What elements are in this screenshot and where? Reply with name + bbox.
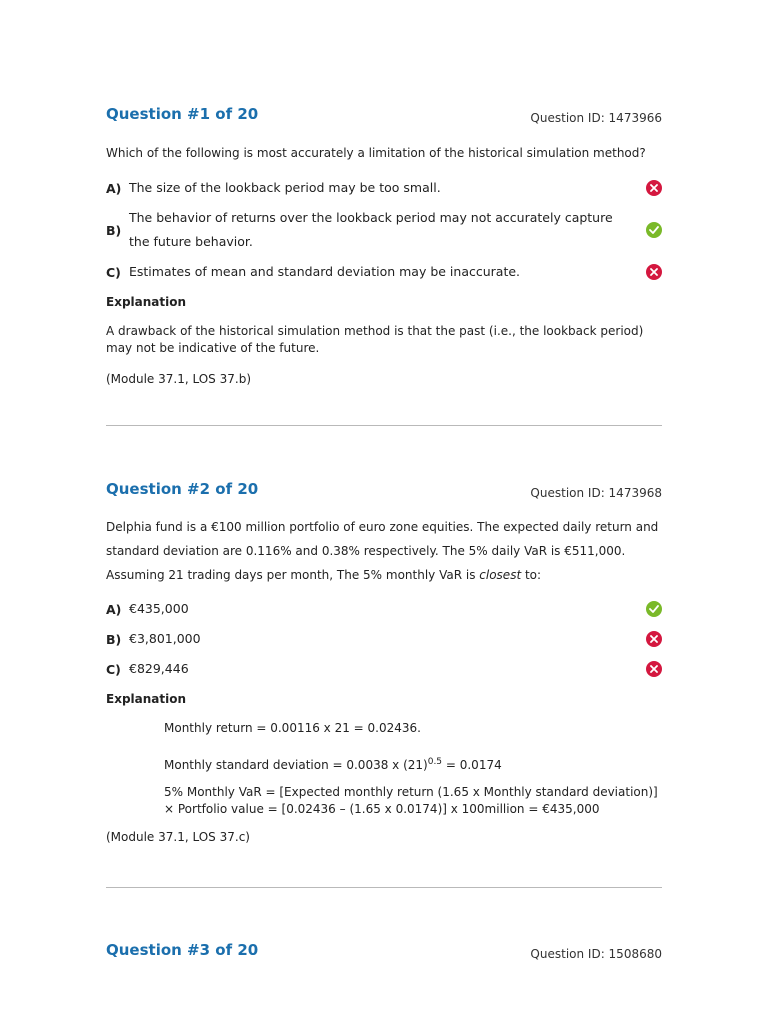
divider	[106, 425, 662, 426]
question-3	[106, 941, 662, 965]
question-id: Question ID: 1508680	[530, 947, 662, 961]
question-stem	[106, 515, 662, 587]
choice-b[interactable]	[106, 203, 662, 257]
question-title: Question #2 of 20	[106, 480, 259, 498]
choice-text: Estimates of mean and standard deviation may be inaccurate.	[129, 264, 521, 279]
choice-letter: C)	[106, 264, 121, 280]
stem-emphasis: closest	[479, 568, 522, 582]
choice-text: €3,801,000	[129, 631, 201, 646]
calc-text-end: = 0.0174	[442, 758, 502, 772]
incorrect-icon	[646, 180, 662, 196]
los-reference: (Module 37.1, LOS 37.c)	[106, 830, 250, 844]
choice-a[interactable]	[106, 594, 662, 624]
explanation-label: Explanation	[106, 295, 187, 309]
calc-monthly-return: Monthly return = 0.00116 x 21 = 0.02436.	[164, 721, 421, 735]
incorrect-icon	[646, 264, 662, 280]
choice-letter: C)	[106, 661, 121, 677]
los-reference: (Module 37.1, LOS 37.b)	[106, 372, 251, 386]
correct-icon	[646, 601, 662, 617]
divider	[106, 887, 662, 888]
question-header	[106, 941, 662, 965]
answer-choices	[106, 173, 662, 287]
choice-letter: A)	[106, 601, 122, 617]
question-title: Question #1 of 20	[106, 105, 259, 123]
stem-text: Delphia fund is a €100 million portfolio of euro zone equities. The expected daily return and standard deviation are 0.116% and 0.38% respectively. The 5% daily VaR is €511,000. Assuming 21 trading days per month, The 5% monthly VaR is	[106, 520, 659, 582]
calc-monthly-std-dev	[164, 754, 662, 774]
calc-monthly-var: 5% Monthly VaR = [Expected monthly return (1.65 x Monthly standard deviation)] × Portfolio value = [0.02436 – (1.65 x 0.0174)] x 100million = €435,000	[164, 785, 658, 816]
choice-letter: B)	[106, 631, 122, 647]
choice-a[interactable]	[106, 173, 662, 203]
question-id: Question ID: 1473968	[530, 486, 662, 500]
choice-letter: B)	[106, 222, 122, 238]
stem-text-end: to:	[521, 568, 542, 582]
incorrect-icon	[646, 631, 662, 647]
choice-text: The behavior of returns over the lookback period may not accurately capture the future behavior.	[129, 210, 613, 249]
calc-exponent: 0.5	[427, 757, 443, 767]
choice-b[interactable]	[106, 624, 662, 654]
choice-c[interactable]	[106, 654, 662, 684]
calc-text: Monthly standard deviation = 0.0038 x (21)	[164, 758, 428, 772]
question-header	[106, 105, 662, 129]
choice-text: €435,000	[129, 601, 189, 616]
answer-choices	[106, 594, 662, 684]
correct-icon	[646, 222, 662, 238]
choice-text: €829,446	[129, 661, 189, 676]
explanation-label: Explanation	[106, 692, 187, 706]
question-1	[106, 105, 662, 386]
incorrect-icon	[646, 661, 662, 677]
explanation-text: A drawback of the historical simulation method is that the past (i.e., the lookback period) may not be indicative of the future.	[106, 324, 644, 355]
question-2	[106, 480, 662, 844]
choice-letter: A)	[106, 180, 122, 196]
question-title: Question #3 of 20	[106, 941, 259, 959]
question-stem: Which of the following is most accurately a limitation of the historical simulation method?	[106, 146, 646, 160]
choice-text: The size of the lookback period may be too small.	[129, 180, 441, 195]
question-header	[106, 480, 662, 504]
choice-c[interactable]	[106, 257, 662, 287]
question-id: Question ID: 1473966	[530, 111, 662, 125]
